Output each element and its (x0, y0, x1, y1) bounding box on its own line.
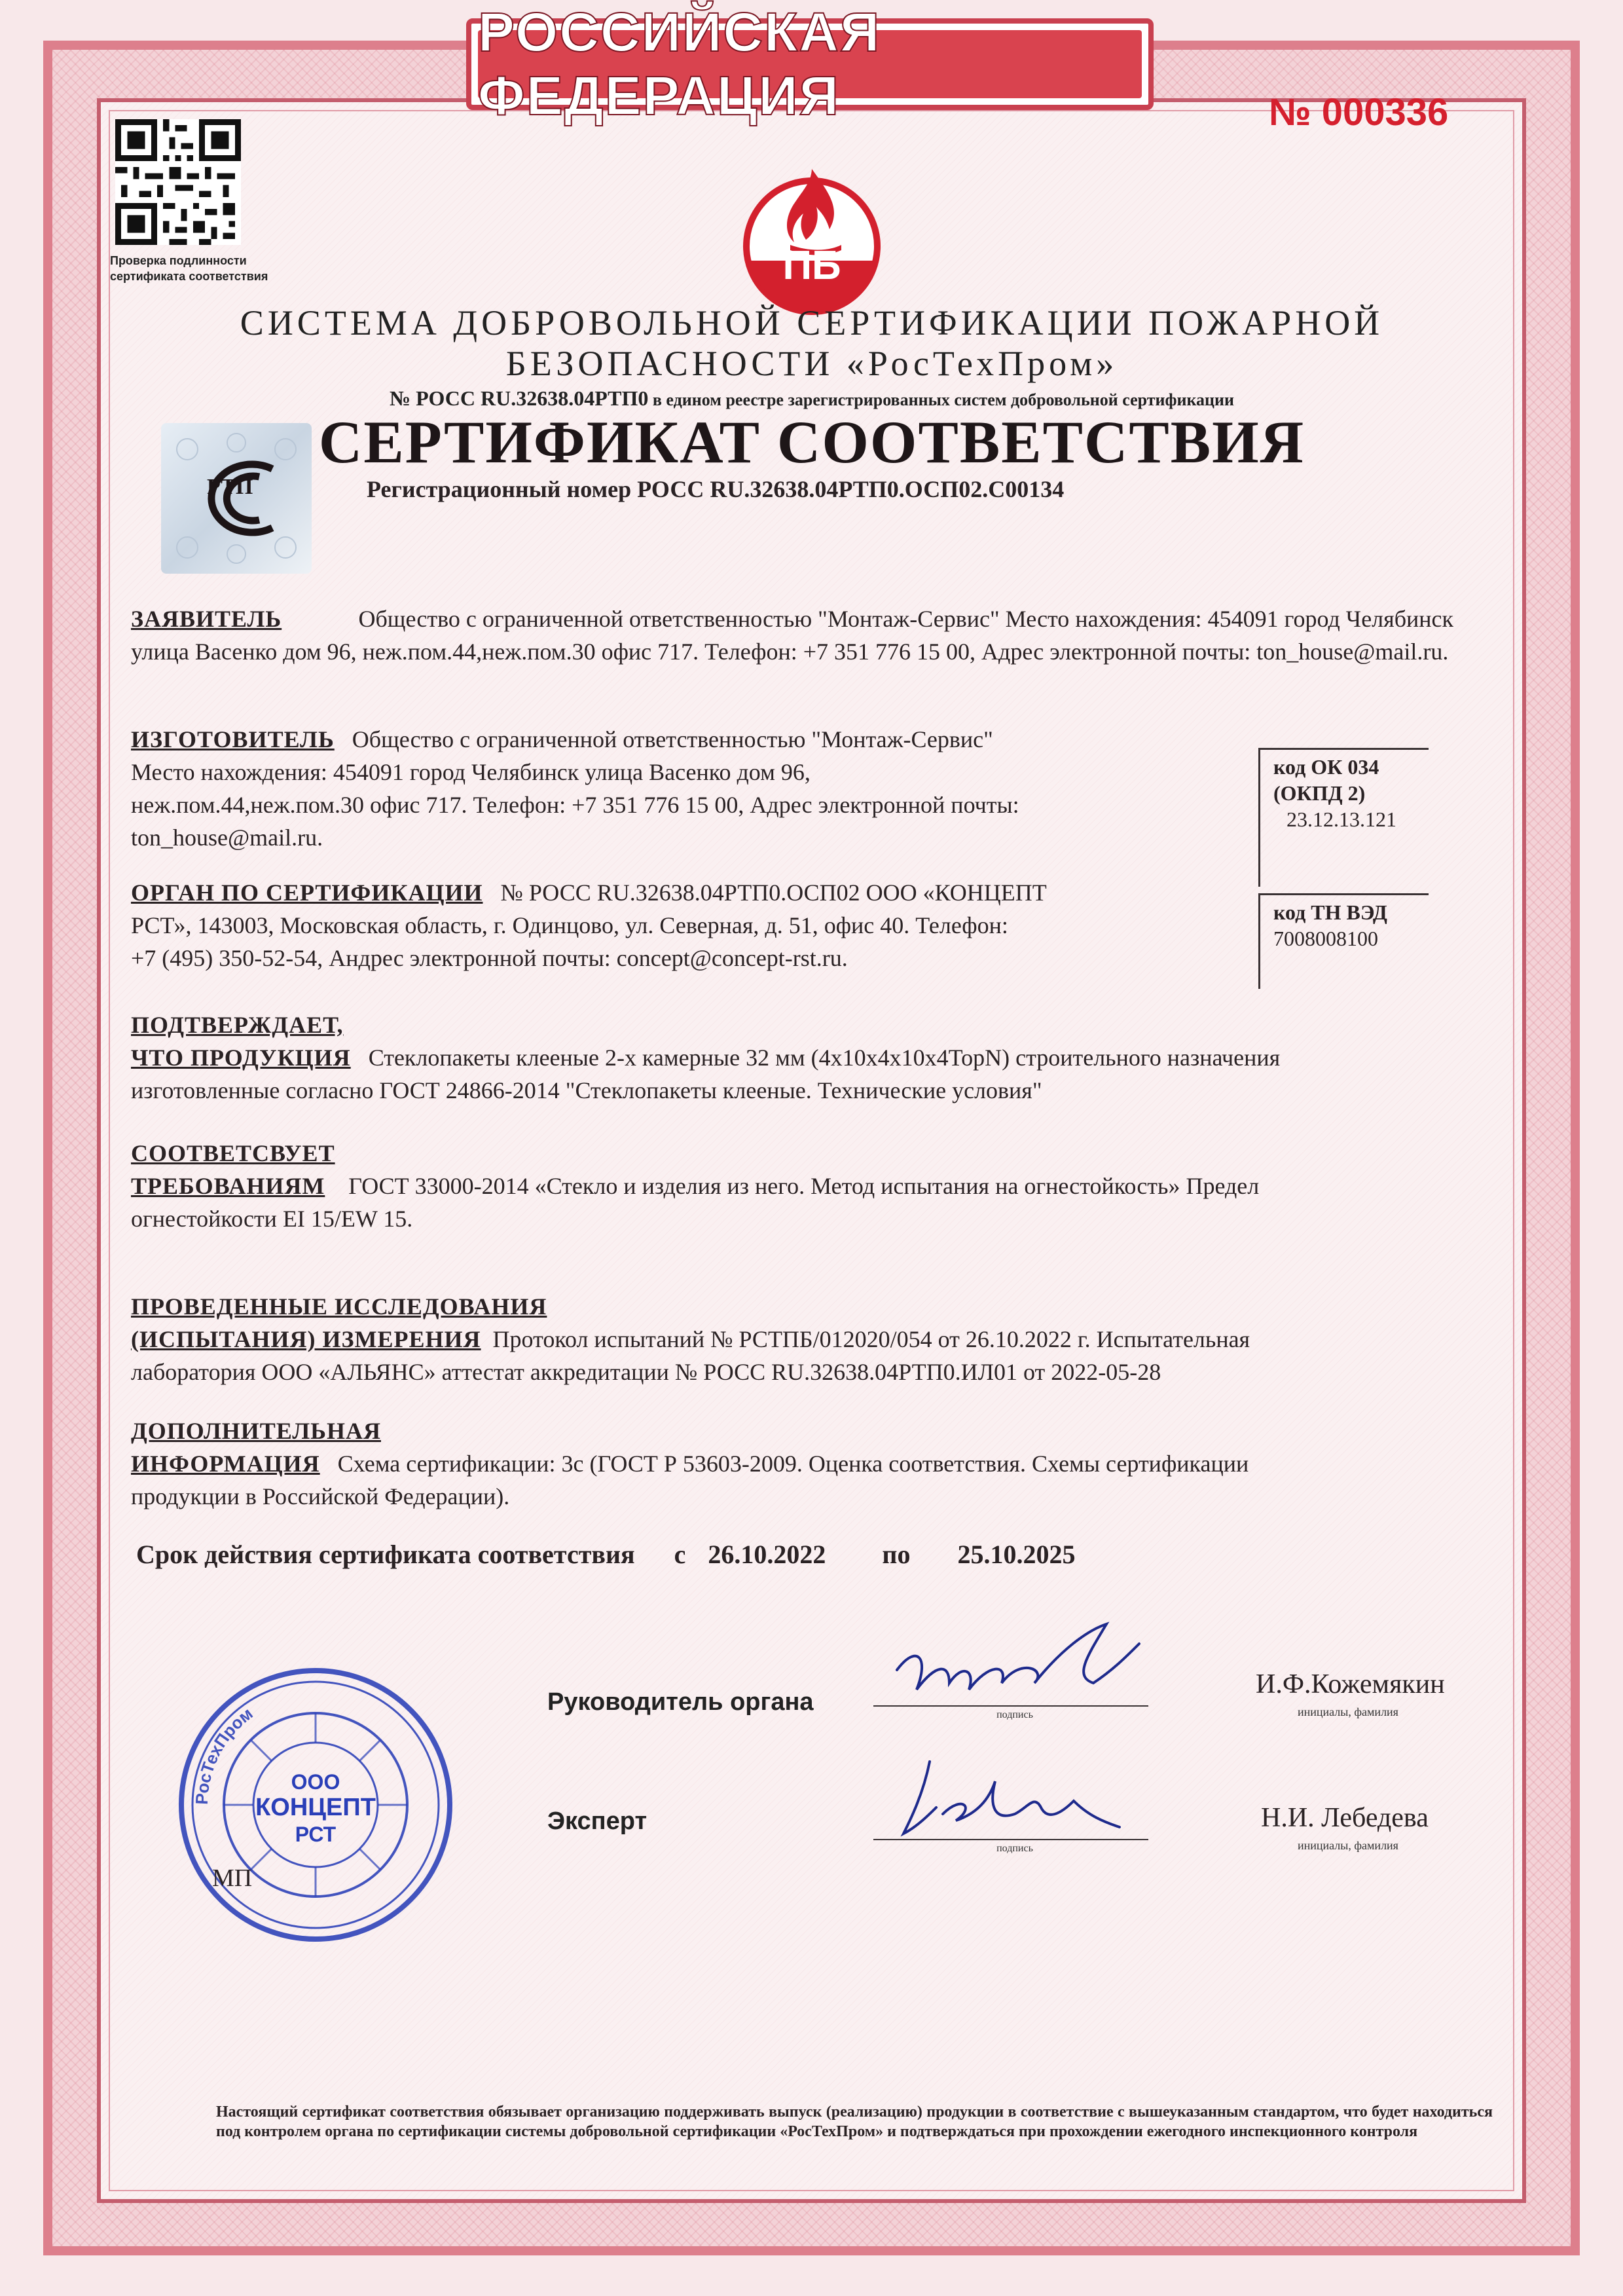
manufacturer-line1: Общество с ограниченной ответственностью "Монтаж-Сервис" (352, 726, 993, 752)
system-title-line1: СИСТЕМА ДОБРОВОЛЬНОЙ СЕРТИФИКАЦИИ ПОЖАРНОЙ (240, 303, 1384, 343)
additional-line1: Схема сертификации: 3с (ГОСТ Р 53603-2009. Оценка соответствия. Схемы сертификации (337, 1451, 1249, 1477)
qr-caption: Проверка подлинности сертификата соответствия (110, 254, 268, 283)
okpd-value: 23.12.13.121 (1286, 807, 1396, 831)
stamp-line2: КОНЦЕПТ (255, 1794, 376, 1821)
certificate-title: СЕРТИФИКАТ СООТВЕТСТВИЯ (318, 409, 1305, 475)
requirements-label2: ТРЕБОВАНИЯМ (131, 1173, 325, 1199)
head-name-sub: инициалы, фамилия (1298, 1705, 1398, 1718)
banner-title: РОССИЙСКАЯ ФЕДЕРАЦИЯ (478, 1, 881, 126)
okpd-label2: (ОКПД 2) (1273, 781, 1366, 805)
expert-name-sub: инициалы, фамилия (1298, 1839, 1398, 1852)
certificate-number: № 000336 (1269, 91, 1449, 134)
system-title (196, 303, 1427, 384)
product-line1-row (131, 1041, 1467, 1074)
manufacturer-line1-row (131, 723, 1270, 756)
cert-body-section (131, 876, 1270, 974)
tnved-code-box (1258, 893, 1429, 989)
product-label2: ЧТО ПРОДУКЦИЯ (131, 1045, 351, 1071)
applicant-text-rest: город Челябинск улица Васенко дом 96, неж.пом.44,неж.пом.30 офис 717. Телефон: +7 351 776 15 00, Адрес электронной почты: ton_house@mail.ru. (131, 606, 1454, 665)
registry-text: в едином реестре зарегистрированных систем добровольной сертификации (652, 390, 1234, 409)
additional-line1-row (131, 1447, 1480, 1480)
cert-body-label: ОРГАН ПО СЕРТИФИКАЦИИ (131, 880, 483, 906)
tests-line2: лаборатория ООО «АЛЬЯНС» аттестат аккредитации № РОСС RU.32638.04РТП0.ИЛ01 от 2022-05-28 (131, 1359, 1161, 1385)
product-section (131, 1009, 1467, 1107)
manufacturer-section (131, 723, 1270, 854)
system-title-line2: БЕЗОПАСНОСТИ «РосТехПром» (505, 344, 1118, 383)
fire-safety-logo-icon (743, 156, 881, 320)
manufacturer-line3: неж.пом.44,неж.пом.30 офис 717. Телефон: +7 351 776 15 00, Адрес электронной почты: (131, 792, 1019, 818)
tnved-value: 7008008100 (1273, 927, 1378, 950)
cert-body-line1: № РОСС RU.32638.04РТП0.ОСП02 ООО «КОНЦЕПТ (500, 880, 1047, 906)
registry-number: № РОСС RU.32638.04РТП0 (389, 386, 649, 410)
additional-label1: ДОПОЛНИТЕЛЬНАЯ (131, 1418, 381, 1444)
validity-from: 26.10.2022 (708, 1540, 826, 1569)
expert-name: Н.И. Лебедева (1261, 1803, 1429, 1833)
applicant-label: ЗАЯВИТЕЛЬ (131, 606, 282, 632)
tests-section (131, 1290, 1480, 1388)
tests-line1: Протокол испытаний № РСТПБ/012020/054 от 26.10.2022 г. Испытательная (492, 1326, 1250, 1352)
banner-fill (478, 1, 1142, 126)
head-signature-icon (877, 1618, 1152, 1716)
validity-row (136, 1539, 1380, 1570)
registration-number: Регистрационный номер РОСС RU.32638.04РТП0.ОСП02.С00134 (367, 476, 1065, 502)
product-line1: Стеклопакеты клееные 2-х камерные 32 мм (4х10х4х10х4TopN) строительного назначения (368, 1045, 1281, 1071)
stamp-ring-text: РосТехПром (191, 1703, 257, 1805)
country-banner (466, 1, 1154, 126)
head-name: И.Ф.Кожемякин (1256, 1669, 1445, 1699)
additional-section (131, 1415, 1480, 1513)
hologram-text: РТП (207, 475, 253, 499)
cert-body-line3: +7 (495) 350-52-54, Андрес электронной почты: concept@concept-rst.ru. (131, 945, 848, 971)
validity-from-word: с (674, 1540, 686, 1569)
product-label1: ПОДТВЕРЖДАЕТ, (131, 1012, 344, 1038)
manufacturer-line4: ton_house@mail.ru. (131, 824, 323, 851)
validity-label: Срок действия сертификата соответствия (136, 1540, 635, 1569)
expert-role: Эксперт (547, 1807, 647, 1835)
logo-text: ПБ (782, 243, 841, 288)
okpd-code-box (1258, 748, 1429, 887)
additional-label2: ИНФОРМАЦИЯ (131, 1451, 320, 1477)
okpd-label1: код ОК 034 (1273, 755, 1379, 779)
cert-body-line1-row (131, 876, 1270, 909)
applicant-text-first: Общество с ограниченной ответственностью "Монтаж-Сервис" Место нахождения: 454091 (358, 606, 1279, 632)
requirements-label1: СООТВЕТСВУЕТ (131, 1140, 335, 1166)
manufacturer-label: ИЗГОТОВИТЕЛЬ (131, 726, 335, 752)
organization-stamp-icon (172, 1661, 460, 1949)
requirements-line2: огнестойкости EI 15/EW 15. (131, 1206, 413, 1232)
stamp-line3: РСТ (295, 1823, 337, 1846)
tnved-label: код ТН ВЭД (1273, 900, 1387, 924)
product-line2: изготовленные согласно ГОСТ 24866-2014 "Стеклопакеты клееные. Технические условия" (131, 1077, 1042, 1103)
expert-signature-icon (890, 1742, 1139, 1847)
requirements-line1-row (131, 1170, 1467, 1202)
stamp-line1: ООО (291, 1770, 340, 1794)
manufacturer-line2: Место нахождения: 454091 город Челябинск улица Васенко дом 96, (131, 759, 811, 785)
head-sub: подпись (996, 1709, 1033, 1720)
head-role: Руководитель органа (547, 1688, 814, 1716)
validity-to-word: по (882, 1540, 911, 1569)
additional-line2: продукции в Российской Федерации). (131, 1483, 510, 1509)
requirements-section (131, 1137, 1467, 1235)
tests-label1: ПРОВЕДЕННЫЕ ИССЛЕДОВАНИЯ (131, 1293, 547, 1320)
mp-label: МП (212, 1864, 253, 1892)
footer-note: Настоящий сертификат соответствия обязывает организацию поддерживать выпуск (реализацию) продукции в соответствие с вышеуказанным стандартом, что будет находиться под контролем органа по сертификации системы добровольной сертификации «РосТехПром» и подтверждаться при прохождении ежегодного инспекционного контроля (216, 2103, 1493, 2140)
expert-sub: подпись (996, 1843, 1033, 1854)
cert-body-line2: РСТ», 143003, Московская область, г. Одинцово, ул. Северная, д. 51, офис 40. Телефон: (131, 912, 1008, 938)
applicant-section (131, 602, 1453, 668)
validity-to: 25.10.2025 (957, 1540, 1076, 1569)
qr-code-icon (115, 119, 241, 245)
requirements-line1: ГОСТ 33000-2014 «Стекло и изделия из него. Метод испытания на огнестойкость» Предел (348, 1173, 1260, 1199)
tests-label2: (ИСПЫТАНИЯ) ИЗМЕРЕНИЯ (131, 1326, 481, 1352)
tests-line1-row (131, 1323, 1480, 1356)
